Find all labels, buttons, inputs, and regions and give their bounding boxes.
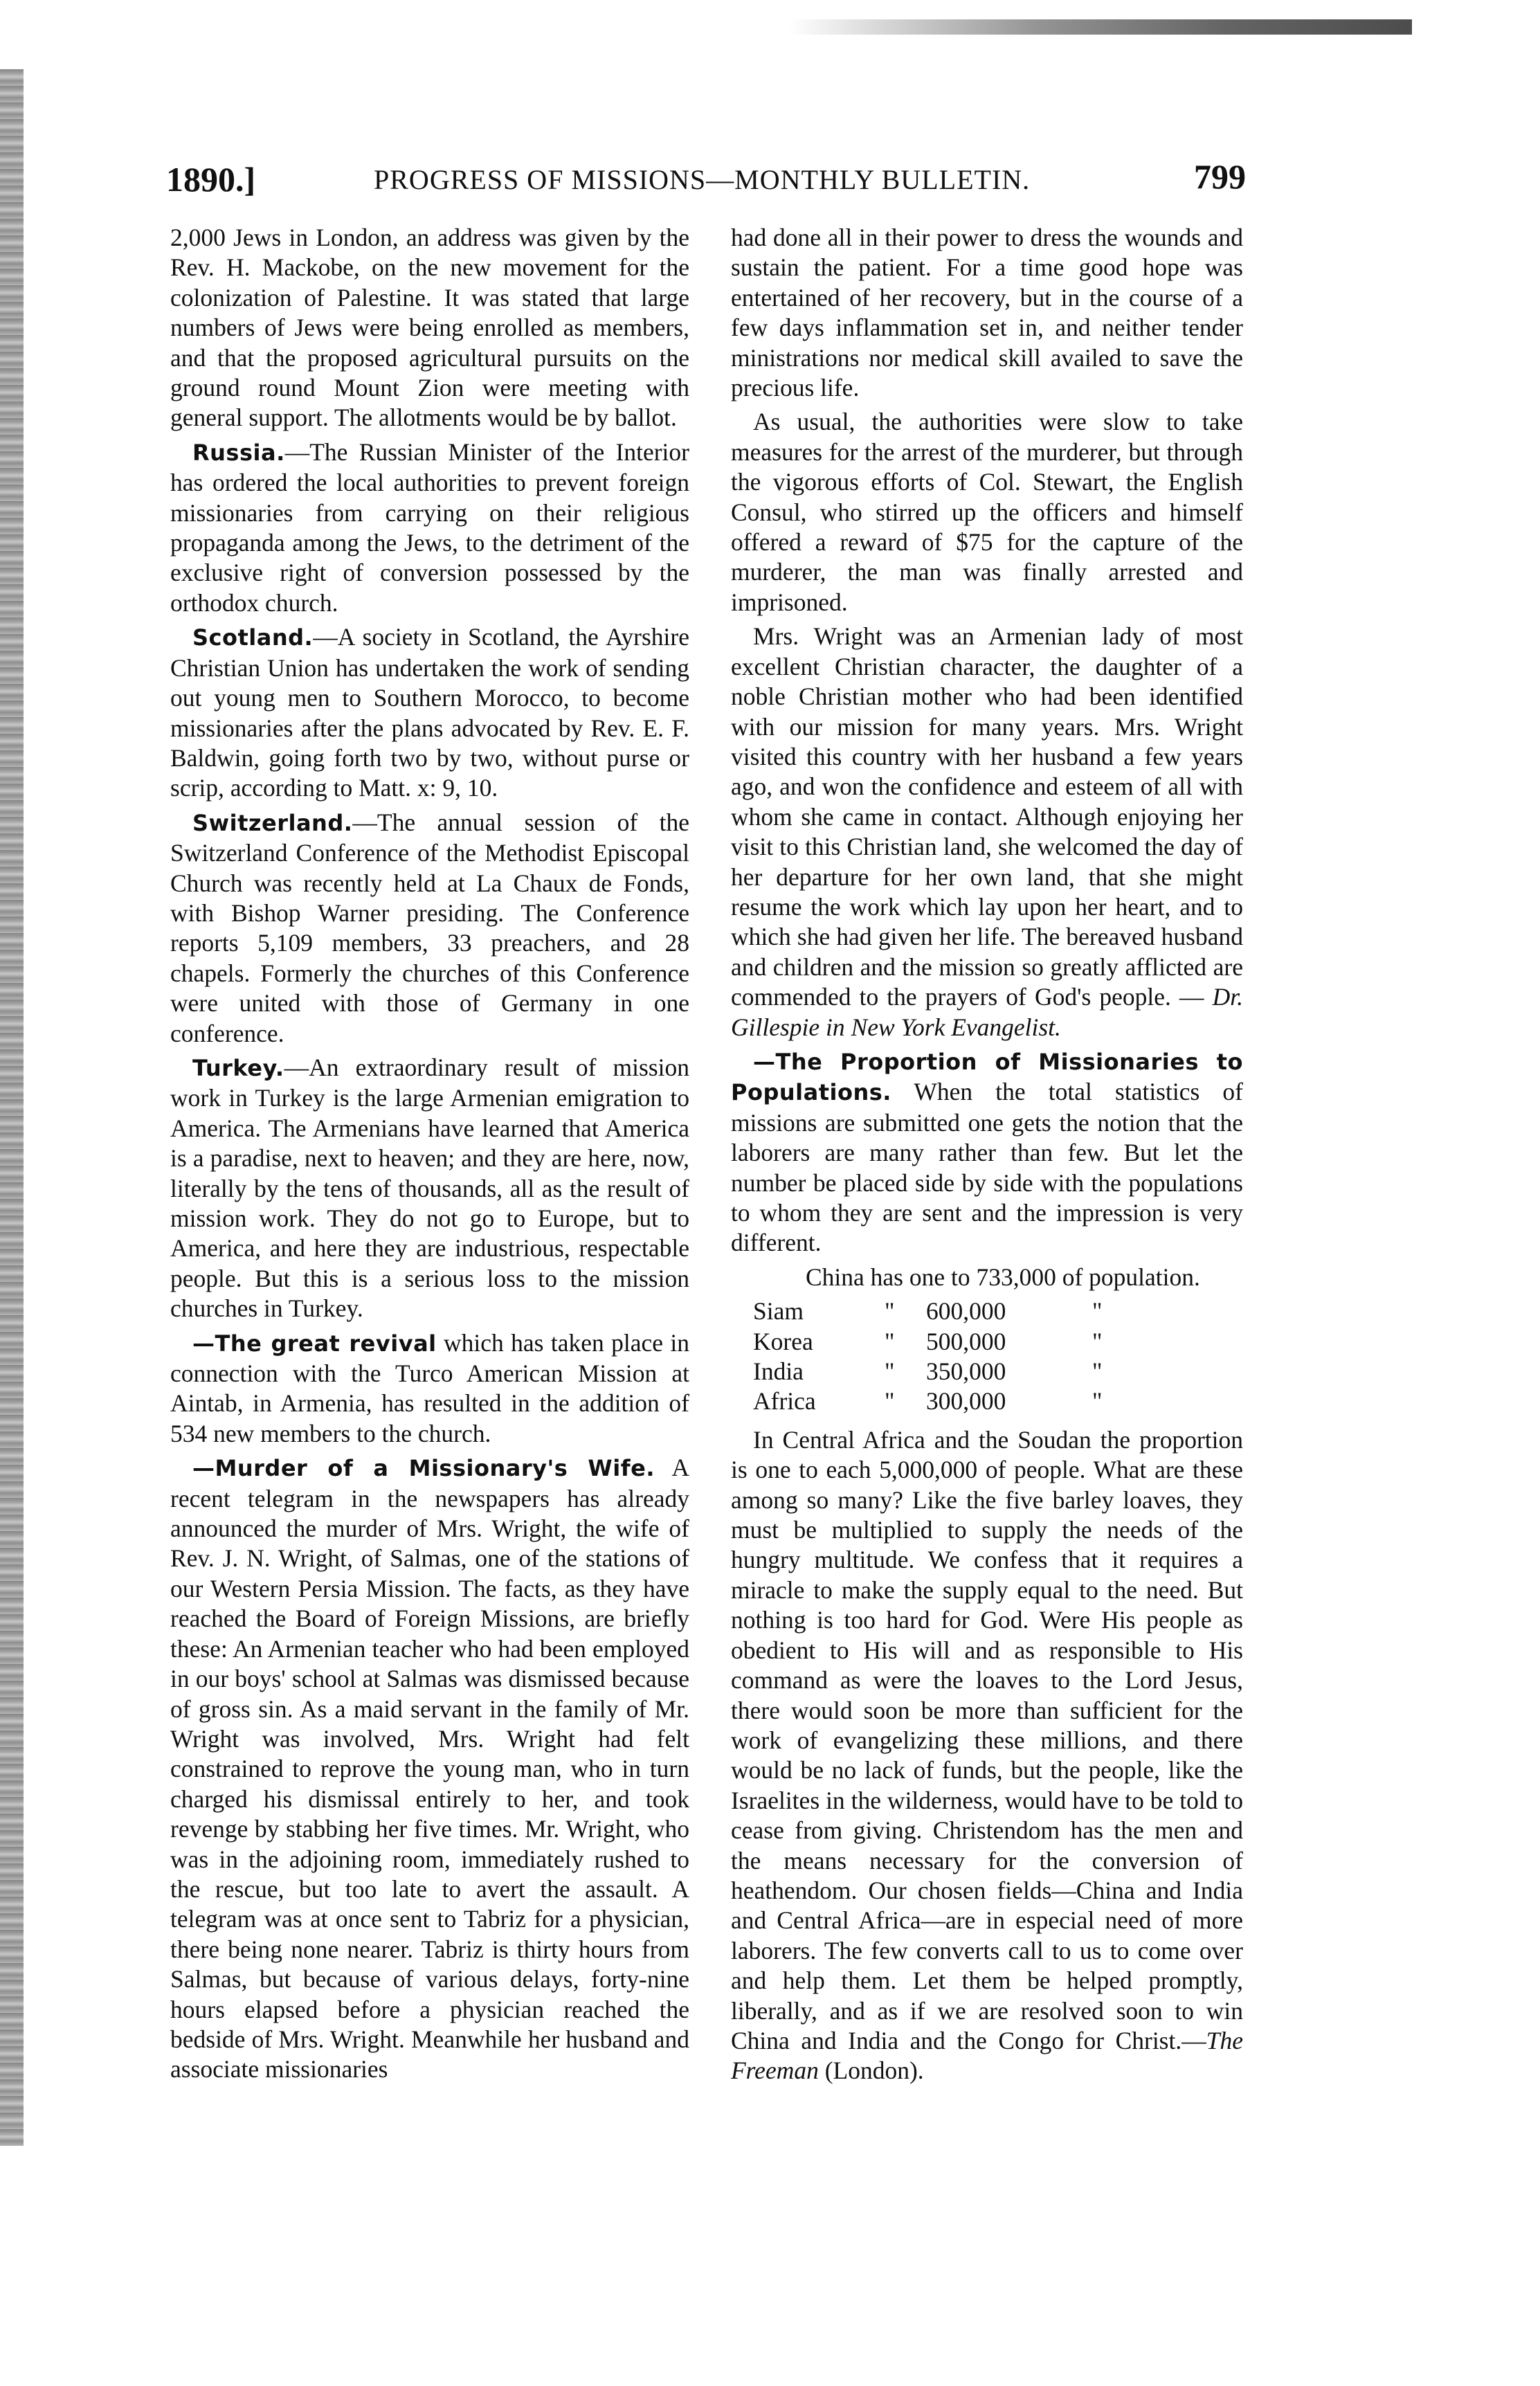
figure-cell: 500,000 xyxy=(926,1327,1006,1355)
ditto-cell: " xyxy=(1092,1327,1103,1355)
ditto-cell: " xyxy=(885,1357,895,1386)
paragraph-authorities: As usual, the authorities were slow to take measures for the arrest of the murderer, but through the vigorous efforts of Col. Stewart, the English Consul, who stirred up the officers and himself offered a reward of $75 for the capture of the murderer, the man was finally arrested and imprisoned. xyxy=(731,408,1243,616)
body-revival: which has taken place in connection with the Turco American Mission at Aintab, in Armenia, has resulted in the addition of 534 new members to the church. xyxy=(170,1328,690,1447)
scan-edge-artifact xyxy=(0,69,24,2146)
body-turkey: —An extraordinary result of mission work in Turkey is the large Armenian emigration to America. The Armenians have learned that America is a paradise, next to heaven; and they are here, now, literally by the tens of thousands, all as the result of mission work. They do not go to Europe, but to America, and here they are industrious, respectable people. But this is a serious loss to the mission churches in Turkey. xyxy=(170,1053,689,1323)
ditto-cell: " xyxy=(1092,1387,1103,1416)
heading-revival: —The great revival xyxy=(192,1330,437,1357)
ditto-cell: " xyxy=(885,1387,895,1416)
scan-top-rule xyxy=(789,19,1412,35)
table-row xyxy=(753,1357,1238,1386)
running-title: PROGRESS OF MISSIONS—MONTHLY BULLETIN. xyxy=(374,164,1031,195)
population-lead: China has one to 733,000 of population. xyxy=(806,1263,1200,1291)
paragraph-proportion xyxy=(731,1047,1243,1258)
paragraph-murder xyxy=(170,1453,689,2085)
body-murder: A recent telegram in the newspapers has already announced the murder of Mrs. Wright, the wife of Rev. J. N. Wright, of Salmas, one of the stations of our Western Persia Mission. The facts, as they have reached the Board of Foreign Missions, are briefly these: An Armenian teacher who had been employed in our boys' school at Salmas was dismissed because of gross sin. As a maid servant in the family of Mr. Wright was involved, Mrs. Wright had felt constrained to reprove the young man, who in turn charged his dismissal entirely to her, and took revenge by stabbing her five times. Mr. Wright, who was in the adjoining room, immediately rushed to the rescue, but too late to avert the assault. A telegram was at once sent to Tabriz for a physician, there being none nearer. Tabriz is thirty hours from Salmas, but because of various delays, forty-nine hours elapsed before a physician reached the bedside of Mrs. Wright. Meanwhile her husband and associate missionaries xyxy=(170,1454,690,2084)
paragraph-revival xyxy=(170,1328,689,1449)
body-closing: In Central Africa and the Soudan the proportion is one to each 5,000,000 of people. What are these among so many? Like the five barley loaves, they must be multiplied to supply the needs of the hungry multitude. We confess that it requires a miracle to make the supply equal to the need. But nothing is too hard for God. Were His people as obedient to His will and as responsible to His command as were the loaves to the Lord Jesus, there would soon be more than sufficient for the work of evangelizing these millions, and there would be no lack of funds, but the people, like the Israelites in the wilderness, would have to be told to cease from giving. Christendom has the men and the means necessary for the conversion of heathendom. Our chosen fields—China and India and Central Africa—are in especial need of more laborers. The few converts call to us to come over and help them. Let them be helped promptly, liberally, and as if we are resolved soon to win China and India and the Congo for Christ.— xyxy=(731,1425,1243,2054)
heading-scotland: Scotland. xyxy=(192,624,314,651)
heading-proportion: —The Proportion of Missionaries to Populations. xyxy=(731,1048,1243,1106)
country-cell: Siam xyxy=(753,1297,804,1326)
country-cell: Korea xyxy=(753,1327,813,1355)
table-row xyxy=(753,1386,1238,1416)
body-mrs-wright: Mrs. Wright was an Armenian lady of most excellent Christian character, the daughter of a noble Christian mother who had been identified with our mission for many years. Mrs. Wright visited this country with her husband a few years ago, and won the confidence and esteem of all with whom she came in contact. Although enjoying her visit to this Christian land, she welcomed the day of her departure for her own land, that she might resume the work which lay upon her heart, and to which she had given her life. The bereaved husband and children and the mission so greatly afflicted are commended to the prayers of God's people. — xyxy=(731,622,1243,1011)
figure-cell: 300,000 xyxy=(926,1387,1006,1416)
heading-murder: —Murder of a Missionary's Wife. xyxy=(192,1455,655,1482)
table-row xyxy=(753,1327,1238,1357)
header-year: 1890.] xyxy=(166,160,256,199)
paragraph-scotland xyxy=(170,622,689,803)
figure-cell: 350,000 xyxy=(926,1357,1006,1386)
paragraph-turkey xyxy=(170,1053,689,1324)
paragraph-closing xyxy=(731,1425,1243,2086)
heading-switzerland: Switzerland. xyxy=(192,809,353,836)
ditto-cell: " xyxy=(885,1297,895,1326)
paragraph-murder-continued: had done all in their power to dress the wounds and sustain the patient. For a time good hope was entertained of her recovery, but in the course of a few days inflammation set in, and neither tender ministrations nor medical skill availed to save the precious life. xyxy=(731,224,1243,402)
body-switzerland: —The annual session of the Switzerland Conference of the Methodist Episcopal Church was recently held at La Chaux de Fonds, with Bishop Warner presiding. The Conference reports 5,109 members, 33 preachers, and 28 chapels. Formerly the churches of this Conference were united with those of Germany in one conference. xyxy=(170,808,689,1047)
left-column xyxy=(170,223,689,2089)
body-russia: —The Russian Minister of the Interior has ordered the local authorities to prevent foreign missionaries from carrying on their religious propaganda among the Jews, to the detriment of the exclusive right of conversion possessed by the orthodox church. xyxy=(170,437,689,617)
heading-russia: Russia. xyxy=(192,439,285,466)
source-evangelist: Dr. Gillespie in New York Evangelist. xyxy=(731,983,1243,1041)
figure-cell: 600,000 xyxy=(926,1297,1006,1326)
population-table xyxy=(753,1296,1238,1417)
ditto-cell: " xyxy=(885,1327,895,1355)
table-row xyxy=(753,1296,1238,1326)
country-cell: Africa xyxy=(753,1387,816,1416)
source-freeman-tail: (London). xyxy=(818,2057,924,2085)
paragraph-palestine: 2,000 Jews in London, an address was given by the Rev. H. Mackobe, on the new movement for the colonization of Palestine. It was stated that large numbers of Jews were being enrolled as members, and that the proposed agricultural pursuits on the ground round Mount Zion were meeting with general support. The allotments would be by ballot. xyxy=(170,224,689,432)
ditto-cell: " xyxy=(1092,1357,1103,1386)
ditto-cell: " xyxy=(1092,1297,1103,1326)
body-proportion: When the total statistics of missions are submitted one gets the notion that the laborers are many rather than few. But let the number be placed side by side with the populations to whom they are sent and the impression is very different. xyxy=(731,1078,1243,1257)
paragraph-mrs-wright xyxy=(731,622,1243,1042)
country-cell: India xyxy=(753,1357,804,1386)
source-freeman: The Freeman xyxy=(731,2026,1243,2085)
page-header xyxy=(166,151,1246,199)
paragraph-switzerland xyxy=(170,808,689,1049)
page-number: 799 xyxy=(1194,157,1246,196)
heading-turkey: Turkey. xyxy=(192,1054,284,1081)
body-scotland: —A society in Scotland, the Ayrshire Christian Union has undertaken the work of sending out young men to Southern Morocco, to become missionaries after the plans advocated by Rev. E. F. Baldwin, going forth two by two, without purse or scrip, according to Matt. x: 9, 10. xyxy=(170,623,689,802)
right-column xyxy=(731,223,1243,2090)
paragraph-russia xyxy=(170,437,689,618)
